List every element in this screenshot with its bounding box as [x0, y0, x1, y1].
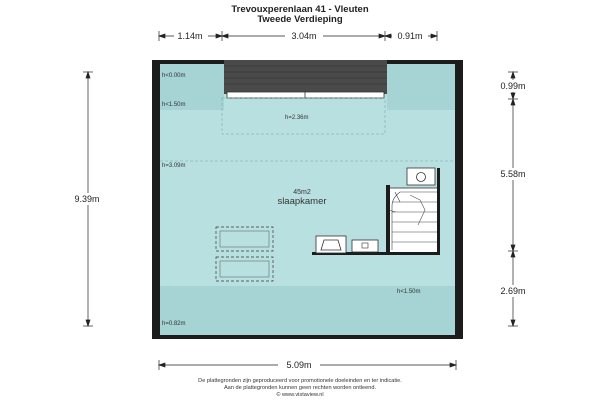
height-label-top-left-2: h<1.50m — [162, 102, 186, 108]
address-title: Trevouxperenlaan 41 - Vleuten — [231, 4, 369, 15]
room-name: slaapkamer — [277, 196, 327, 207]
appliance-icon — [316, 236, 346, 253]
roof-dormer — [224, 60, 387, 94]
disclaimer-line-2: Aan de plattegronden kunnen geen rechten worden ontleend. — [223, 385, 377, 391]
room-area: 45m2 — [293, 189, 311, 196]
disclaimer-line-1: De plattegronden zijn geproduceerd voor promotionele doeleinden en ter indicatie. — [198, 378, 402, 384]
dim-top-left: 1.14m — [177, 31, 203, 41]
height-label-dormer: h=2.36m — [285, 115, 309, 121]
stair-wall — [388, 188, 438, 254]
dim-right-top: 0.99m — [500, 81, 526, 91]
boiler-icon — [352, 240, 378, 252]
washing-machine-icon — [407, 168, 435, 185]
height-label-mid-left: h=3.09m — [162, 163, 186, 169]
dim-right-middle: 5.58m — [500, 169, 526, 179]
dim-top-middle: 3.04m — [291, 31, 317, 41]
dim-right-bottom: 2.69m — [500, 286, 526, 296]
slope-zone-top-right — [387, 63, 455, 110]
dormer-window — [227, 92, 384, 98]
dim-bottom-total: 5.09m — [286, 360, 312, 370]
inner-wall-right — [437, 168, 440, 255]
floor-title: Tweede Verdieping — [257, 14, 343, 25]
dim-left-total: 9.39m — [74, 194, 100, 204]
height-label-bottom-right: h<1.50m — [397, 289, 421, 295]
dim-top-right: 0.91m — [397, 31, 423, 41]
stair-divider — [386, 185, 390, 255]
height-label-bottom-left: h=0.82m — [162, 321, 186, 327]
copyright-link[interactable]: © www.vistaview.nl — [276, 392, 324, 398]
height-label-top-left-1: h<0.00m — [162, 73, 186, 79]
